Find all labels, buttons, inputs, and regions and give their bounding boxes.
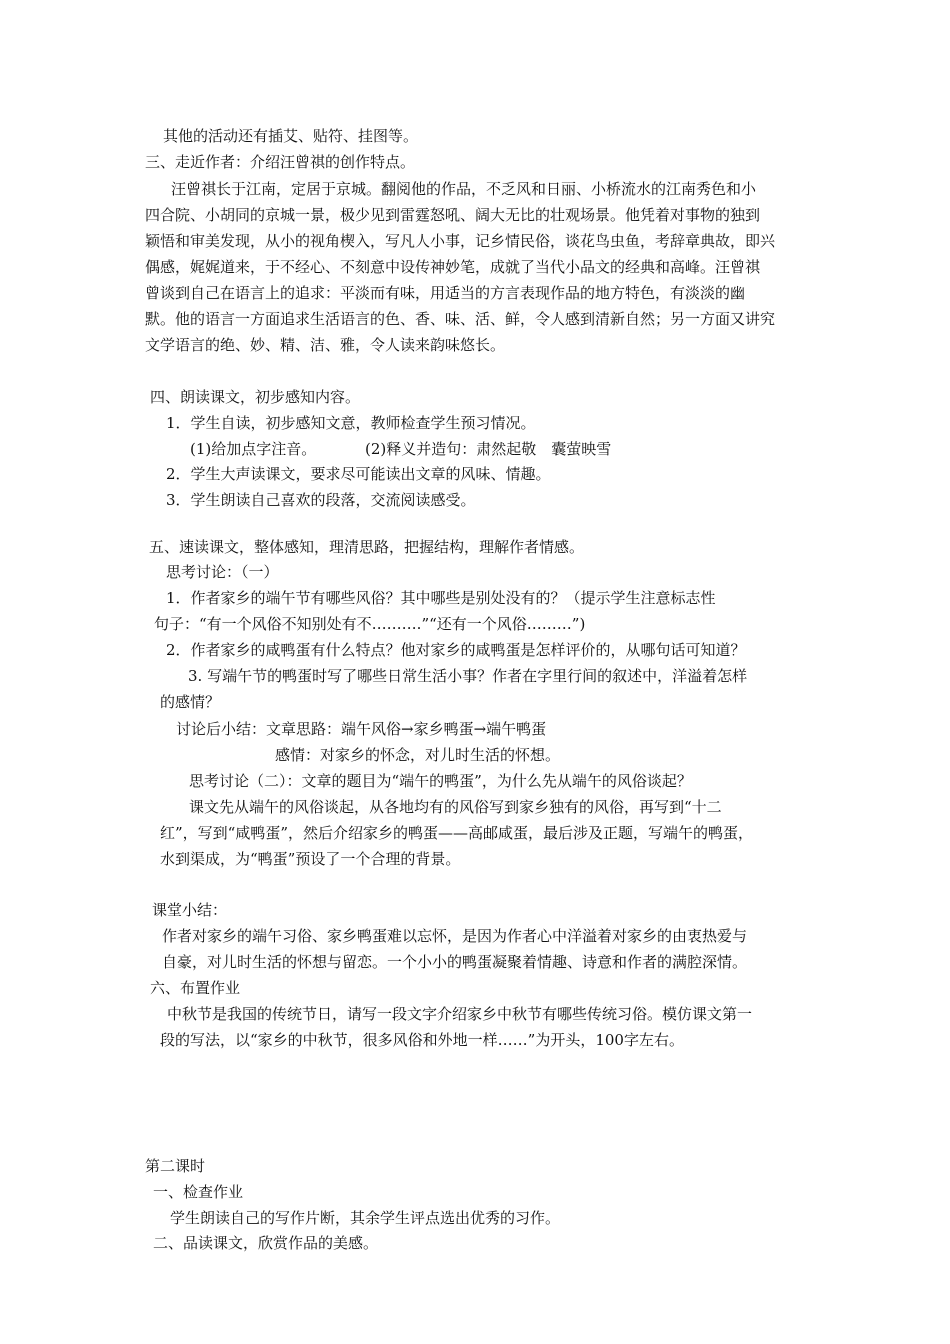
text-line: (2)释义并造句：肃然起敬 囊萤映雪 [365, 440, 612, 458]
text-line: 2．作者家乡的咸鸭蛋有什么特点？他对家乡的咸鸭蛋是怎样评价的，从哪句话可知道？ [166, 641, 746, 659]
section-heading: 课堂小结： [152, 901, 228, 919]
section-heading: 一、检查作业 [153, 1183, 244, 1201]
text-line: 段的写法，以“家乡的中秋节，很多风俗和外地一样……”为开头，100字左右。 [160, 1031, 684, 1049]
text-line: 讨论后小结：文章思路：端午风俗→家乡鸭蛋→端午鸭蛋 [176, 720, 547, 738]
text-line: 1．作者家乡的端午节有哪些风俗？其中哪些是别处没有的？（提示学生注意标志性 [166, 589, 716, 607]
text-line: 思考讨论：（一） [166, 563, 279, 581]
text-line: (1)给加点字注音。 [190, 440, 317, 458]
text-line: 偶感，娓娓道来，于不经心、不刻意中设传神妙笔，成就了当代小品文的经典和高峰。汪曾祺 [145, 258, 761, 276]
text-line: 文学语言的绝、妙、精、洁、雅，令人读来韵味悠长。 [145, 336, 506, 354]
text-line: 感情：对家乡的怀念，对儿时生活的怀想。 [275, 746, 561, 764]
text-line: 1．学生自读，初步感知文意，教师检查学生预习情况。 [166, 414, 536, 432]
text-line: 自豪，对儿时生活的怀想与留恋。一个小小的鸭蛋凝聚着情趣、诗意和作者的满腔深情。 [162, 953, 748, 971]
text-line: 课文先从端午的风俗谈起，从各地均有的风俗写到家乡独有的风俗，再写到“十二 [189, 798, 722, 816]
section-heading: 四、朗读课文，初步感知内容。 [150, 388, 361, 406]
text-line: 的感情？ [160, 693, 221, 711]
section-heading: 三、走近作者：介绍汪曾祺的创作特点。 [145, 153, 416, 171]
text-line: 四合院、小胡同的京城一景，极少见到雷霆怒吼、阔大无比的壮观场景。他凭着对事物的独到 [145, 206, 761, 224]
text-line: 中秋节是我国的传统节日，请写一段文字介绍家乡中秋节有哪些传统习俗。模仿课文第一 [167, 1005, 753, 1023]
text-line: 2．学生大声读课文，要求尽可能读出文章的风味、情趣。 [166, 465, 551, 483]
text-line: 其他的活动还有插艾、贴符、挂图等。 [163, 127, 419, 145]
section-heading: 二、品读课文，欣赏作品的美感。 [153, 1234, 379, 1252]
text-line: 水到渠成，为“鸭蛋”预设了一个合理的背景。 [160, 850, 461, 868]
text-line: 颖悟和审美发现，从小的视角楔入，写凡人小事，记乡情民俗，谈花鸟虫鱼，考辞章典故，即兴 [145, 232, 776, 250]
text-line: 作者对家乡的端午习俗、家乡鸭蛋难以忘怀，是因为作者心中洋溢着对家乡的由衷热爱与 [162, 927, 748, 945]
section-heading: 五、速读课文，整体感知，理清思路，把握结构，理解作者情感。 [149, 538, 585, 556]
text-line: 曾谈到自己在语言上的追求：平淡而有味，用适当的方言表现作品的地方特色，有淡淡的幽 [145, 284, 746, 302]
text-line: 汪曾祺长于江南，定居于京城。翻阅他的作品，不乏风和日丽、小桥流水的江南秀色和小 [171, 180, 757, 198]
text-line: 默。他的语言一方面追求生活语言的色、香、味、活、鲜，令人感到清新自然；另一方面又讲究 [145, 310, 776, 328]
section-heading: 第二课时 [145, 1157, 206, 1175]
text-line: 学生朗读自己的写作片断，其余学生评点选出优秀的习作。 [170, 1209, 561, 1227]
text-line: 红”，写到“咸鸭蛋”，然后介绍家乡的鸭蛋——高邮咸蛋，最后涉及正题，写端午的鸭蛋， [160, 824, 754, 842]
text-line: 3. 写端午节的鸭蛋时写了哪些日常生活小事？作者在字里行间的叙述中，洋溢着怎样 [188, 667, 748, 685]
text-line: 3．学生朗读自己喜欢的段落，交流阅读感受。 [166, 491, 476, 509]
text-line: 句子：“有一个风俗不知别处有不……….”“还有一个风俗………”) [154, 615, 586, 633]
text-line: 思考讨论（二）：文章的题目为“端午的鸭蛋”，为什么先从端午的风俗谈起？ [189, 772, 692, 790]
section-heading: 六、布置作业 [150, 979, 241, 997]
